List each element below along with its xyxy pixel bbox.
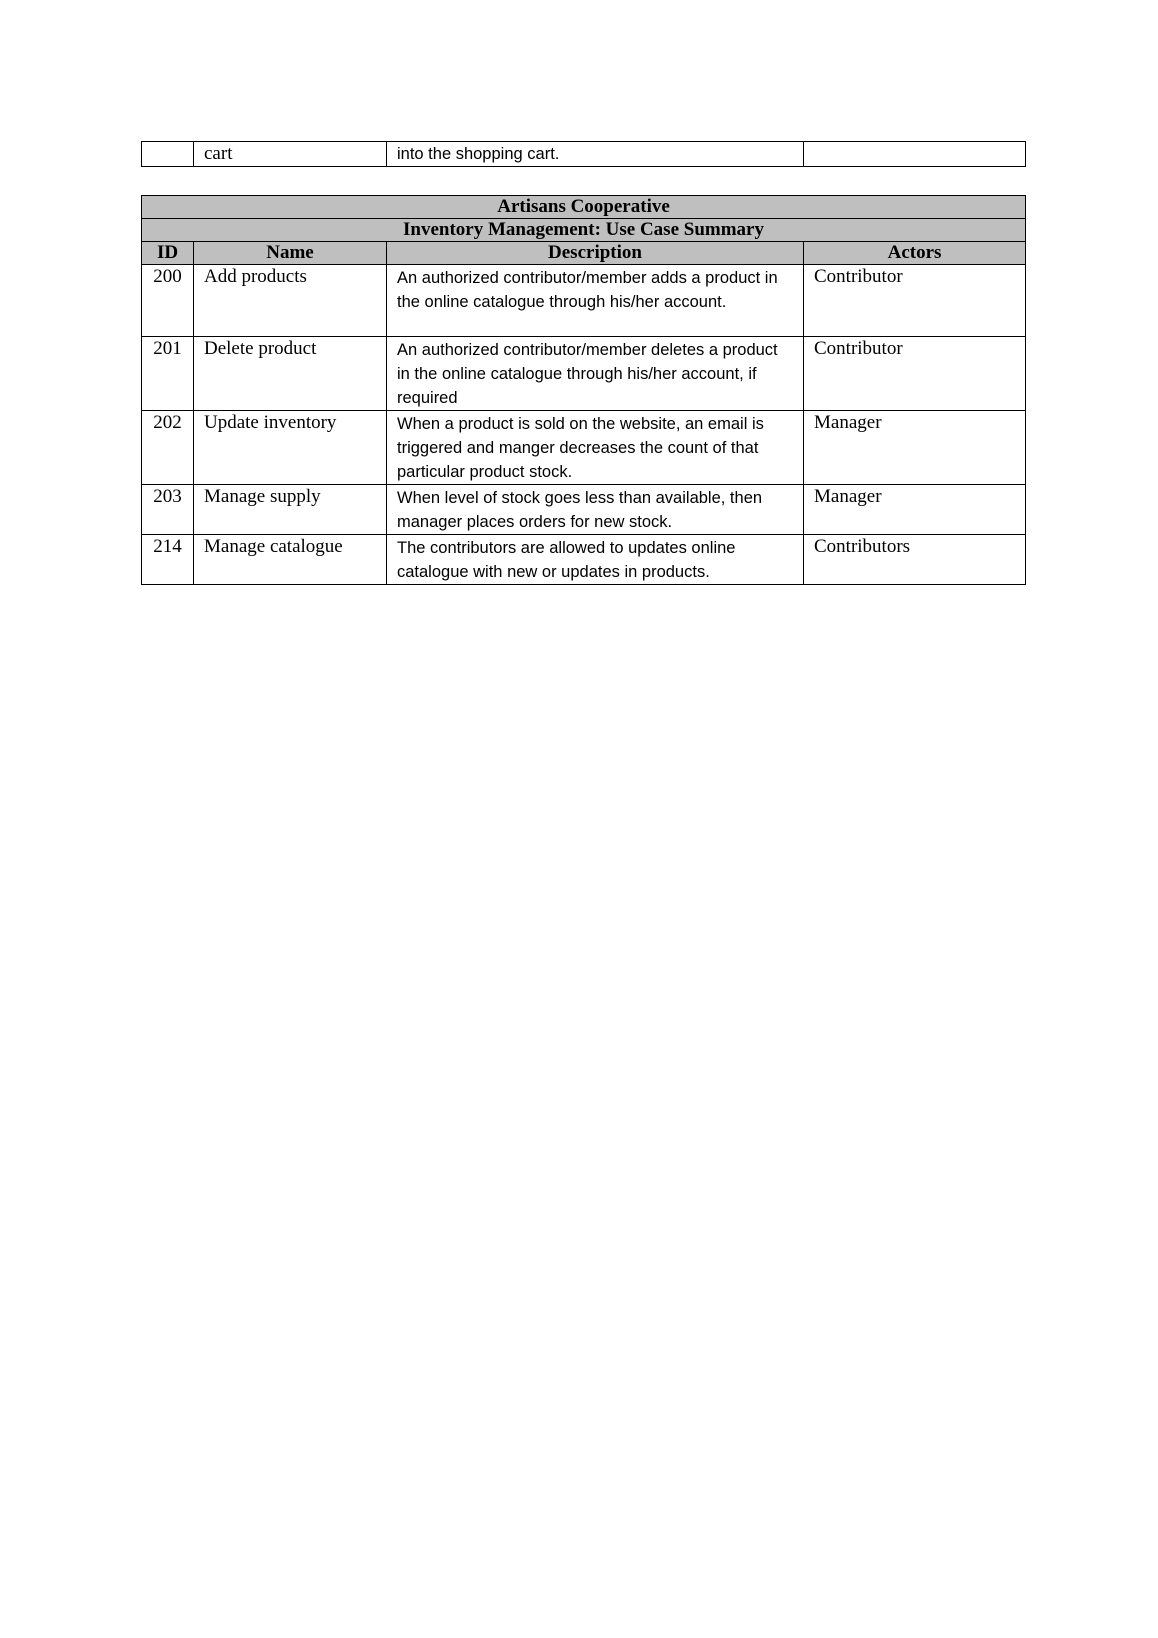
name-cell: Manage catalogue xyxy=(194,535,387,585)
name-cell: Update inventory xyxy=(194,411,387,485)
table-row xyxy=(142,142,1026,167)
actors-cell: Contributor xyxy=(804,337,1026,411)
description-cell: An authorized contributor/member deletes a product in the online catalogue through his/her account, if required xyxy=(387,337,804,411)
table-row xyxy=(142,265,1026,337)
name-cell: cart xyxy=(194,142,387,167)
actors-cell: Contributor xyxy=(804,265,1026,337)
id-cell xyxy=(142,142,194,167)
description-cell: When a product is sold on the website, an email is triggered and manger decreases the count of that particular product stock. xyxy=(387,411,804,485)
name-cell: Add products xyxy=(194,265,387,337)
table-subtitle-row xyxy=(142,219,1026,242)
actors-cell: Manager xyxy=(804,485,1026,535)
use-case-summary-table xyxy=(141,195,1026,585)
table-row xyxy=(142,337,1026,411)
table-title: Artisans Cooperative xyxy=(142,196,1026,219)
table-subtitle: Inventory Management: Use Case Summary xyxy=(142,219,1026,242)
id-cell: 214 xyxy=(142,535,194,585)
id-cell: 201 xyxy=(142,337,194,411)
description-cell: The contributors are allowed to updates online catalogue with new or updates in products. xyxy=(387,535,804,585)
id-cell: 200 xyxy=(142,265,194,337)
column-header-id: ID xyxy=(142,242,194,265)
table-row xyxy=(142,411,1026,485)
name-cell: Delete product xyxy=(194,337,387,411)
table-row xyxy=(142,535,1026,585)
actors-cell xyxy=(804,142,1026,167)
description-cell: When level of stock goes less than available, then manager places orders for new stock. xyxy=(387,485,804,535)
column-header-actors: Actors xyxy=(804,242,1026,265)
table-title-row xyxy=(142,196,1026,219)
table-header-row xyxy=(142,242,1026,265)
table-row xyxy=(142,485,1026,535)
description-cell: An authorized contributor/member adds a product in the online catalogue through his/her account. xyxy=(387,265,804,337)
id-cell: 203 xyxy=(142,485,194,535)
continued-table xyxy=(141,141,1026,167)
name-cell: Manage supply xyxy=(194,485,387,535)
column-header-name: Name xyxy=(194,242,387,265)
actors-cell: Manager xyxy=(804,411,1026,485)
actors-cell: Contributors xyxy=(804,535,1026,585)
description-cell: into the shopping cart. xyxy=(387,142,804,167)
column-header-description: Description xyxy=(387,242,804,265)
id-cell: 202 xyxy=(142,411,194,485)
